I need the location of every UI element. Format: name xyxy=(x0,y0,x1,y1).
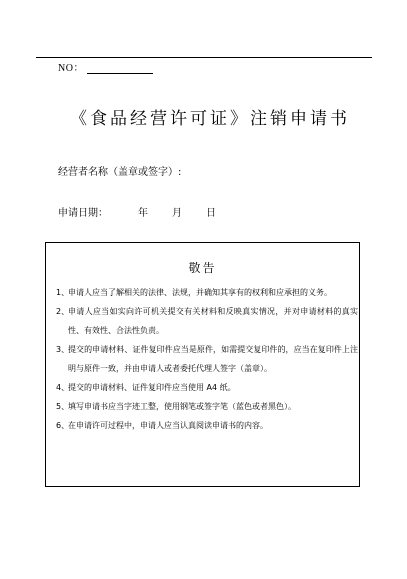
notice-list xyxy=(56,283,358,435)
page-title: 《食品经营许可证》注销申请书 xyxy=(70,109,350,129)
notice-item-number: 1、 xyxy=(56,288,70,297)
notice-item-text: 填写申请书应当字迹工整，使用钢笔或签字笔（蓝色或者黑色）。 xyxy=(68,402,296,411)
notice-item xyxy=(56,302,358,340)
notice-item xyxy=(56,340,358,378)
notice-item xyxy=(56,378,358,397)
notice-item xyxy=(56,416,358,435)
date-year-label: 年 xyxy=(138,208,148,219)
application-date-field xyxy=(58,204,216,219)
notice-item xyxy=(56,397,358,416)
notice-item-number: 4、 xyxy=(56,383,70,392)
notice-item-text: 申请人应当了解相关的法律、法规，并确知其享有的权利和应承担的义务。 xyxy=(68,288,332,297)
document-number-label: NO： xyxy=(58,63,84,74)
notice-item-number: 5、 xyxy=(56,402,70,411)
notice-item-number: 6、 xyxy=(56,421,70,430)
top-divider xyxy=(36,57,372,58)
date-month-label: 月 xyxy=(172,208,182,219)
notice-item-text: 申请人应当如实向许可机关提交有关材料和反映真实情况，并对申请材料的真实性、有效性、合法性负责。 xyxy=(68,307,358,335)
notice-item-number: 2、 xyxy=(56,307,70,316)
notice-item-text: 提交的申请材料、证件复印件应当使用 A4 纸。 xyxy=(68,383,236,392)
notice-title: 敬告 xyxy=(188,261,217,275)
date-label: 申请日期： xyxy=(58,208,108,219)
notice-box xyxy=(45,242,360,487)
notice-item-text: 提交的申请材料、证件复印件应当是原件，如需提交复印件的，应当在复印件上注明与原件一致，并由申请人或者委托代理人签字（盖章）。 xyxy=(68,345,358,373)
notice-item-text: 在申请许可过程中，申请人应当认真阅读申请书的内容。 xyxy=(68,421,268,430)
notice-item-number: 3、 xyxy=(56,345,70,354)
document-number-blank xyxy=(87,64,153,74)
date-day-label: 日 xyxy=(206,208,216,219)
notice-item xyxy=(56,283,358,302)
operator-name-field: 经营者名称（盖章或签字）: xyxy=(58,167,182,178)
document-number xyxy=(58,59,153,74)
